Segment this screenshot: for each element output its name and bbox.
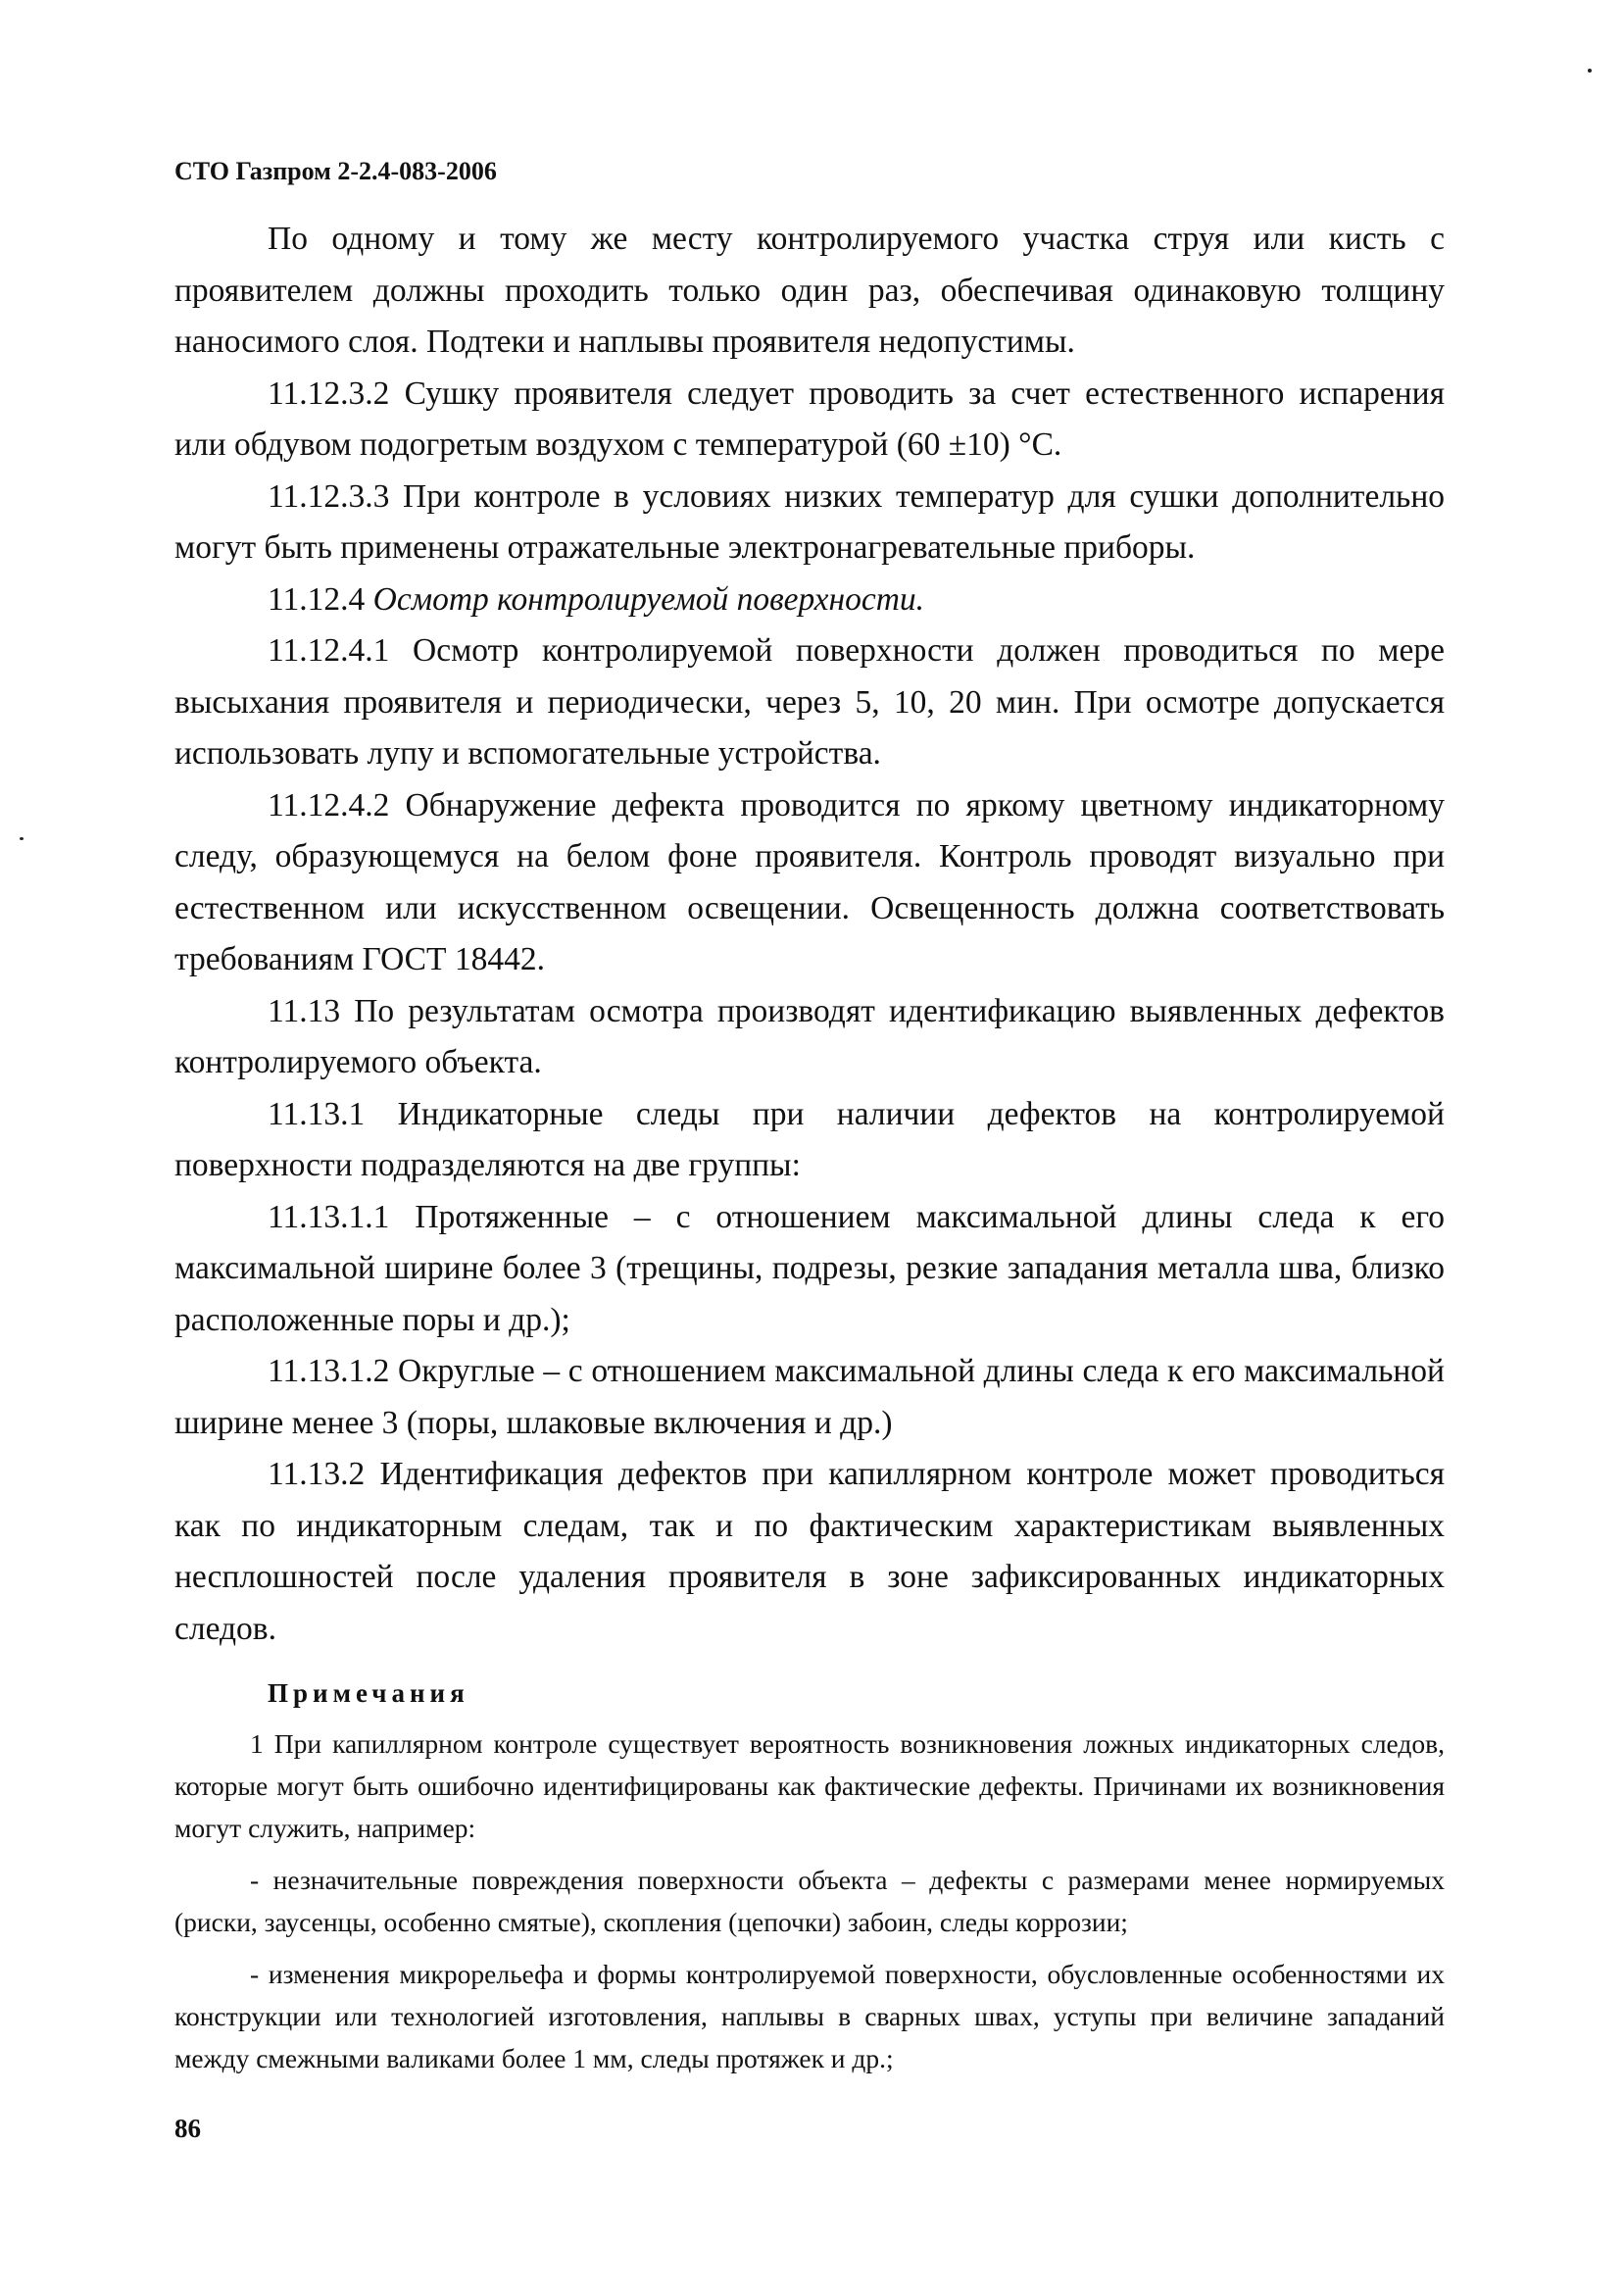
- body-paragraph: 11.12.4.2 Обнаружение дефекта проводится по яркому цветному индикаторному следу, образующемуся на белом фоне проявителя. Контроль проводят визуально при естественном или искусственном освещении. Освещенность должна соответствовать требованиям ГОСТ 18442.: [174, 786, 1445, 977]
- note-paragraph: 1 При капиллярном контроле существует вероятность возникновения ложных индикаторных следов, которые могут быть ошибочно идентифицированы как фактические дефекты. Причинами их возникновения могут служить, например:: [174, 1728, 1445, 1843]
- body-paragraph: 11.12.3.3 При контроле в условиях низких температур для сушки дополнительно могут быть применены отражательные электронагревательные приборы.: [174, 477, 1445, 566]
- body-paragraph: 11.13 По результатам осмотра производят идентификацию выявленных дефектов контролируемого объекта.: [174, 992, 1445, 1080]
- section-heading-italic: Осмотр контролируемой поверхности.: [372, 580, 925, 618]
- body-paragraph: 11.12.3.2 Сушку проявителя следует проводить за счет естественного испарения или обдувом подогретым воздухом с температурой (60 ±10) °С.: [174, 374, 1445, 463]
- scan-speck: [20, 837, 24, 840]
- page-number: 86: [174, 2114, 201, 2143]
- body-paragraph: 11.13.1 Индикаторные следы при наличии дефектов на контролируемой поверхности подразделяются на две группы:: [174, 1095, 1445, 1183]
- body-paragraph: 11.13.1.1 Протяженные – с отношением максимальной длины следа к его максимальной ширине более 3 (трещины, подрезы, резкие западания металла шва, близко расположенные поры и др.);: [174, 1198, 1445, 1338]
- body-paragraph: 11.13.2 Идентификация дефектов при капиллярном контроле может проводиться как по индикаторным следам, так и по фактическим характеристикам выявленных несплошностей после удаления проявителя в зоне зафиксированных индикаторных следов.: [174, 1456, 1445, 1647]
- note-paragraph: - изменения микрорельефа и формы контролируемой поверхности, обусловленные особенностями их конструкции или технологией изготовления, наплывы в сварных швах, уступы при величине западаний между смежными валиками более 1 мм, следы протяжек и др.;: [174, 1959, 1445, 2073]
- body-paragraph: 11.13.1.2 Округлые – с отношением максимальной длины следа к его максимальной ширине менее 3 (поры, шлаковые включения и др.): [174, 1353, 1445, 1441]
- section-number: 11.12.4: [268, 580, 366, 618]
- scan-speck: [1588, 69, 1592, 73]
- notes-title: Примечания: [268, 1678, 469, 1708]
- note-paragraph: - незначительные повреждения поверхности объекта – дефекты с размерами менее нормируемых (риски, заусенцы, особенно смятые), скопления (цепочки) забоин, следы коррозии;: [174, 1865, 1445, 1937]
- body-paragraph: По одному и тому же месту контролируемого участка струя или кисть с проявителем должны проходить только один раз, обеспечивая одинаковую толщину наносимого слоя. Подтеки и наплывы проявителя недопустимы.: [174, 221, 1445, 360]
- section-heading-paragraph: [174, 574, 1445, 626]
- document-header: СТО Газпром 2-2.4-083-2006: [174, 157, 497, 185]
- body-paragraph: 11.12.4.1 Осмотр контролируемой поверхности должен проводиться по мере высыхания проявителя и периодически, через 5, 10, 20 мин. При осмотре допускается использовать лупу и вспомогательные устройства.: [174, 632, 1445, 772]
- document-body: [174, 214, 1445, 2089]
